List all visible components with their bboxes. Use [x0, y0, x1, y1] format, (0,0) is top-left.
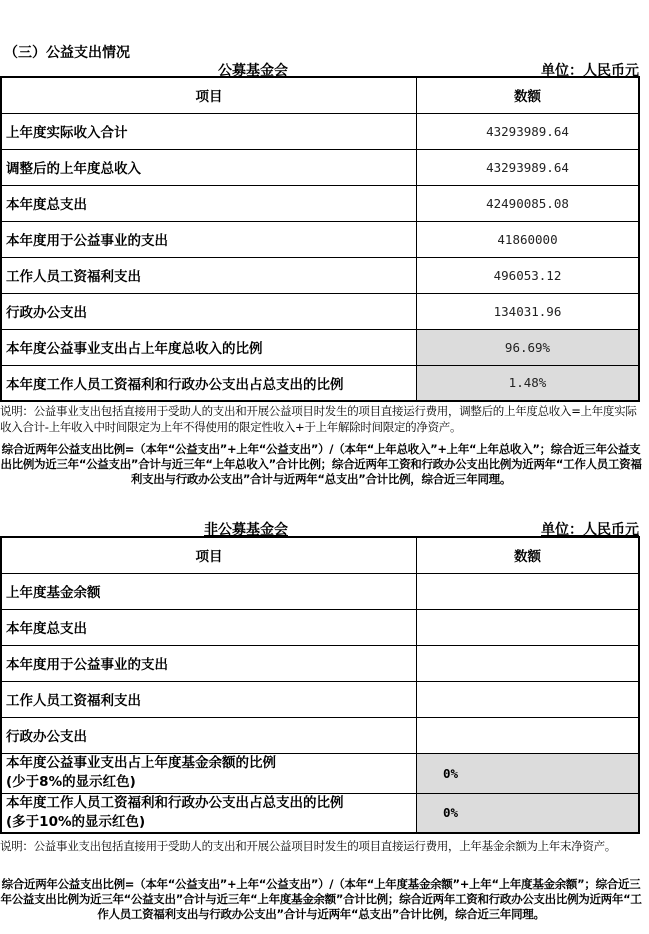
- row-label: 本年度工作人员工资福利和行政办公支出占总支出的比例: [1, 365, 417, 401]
- row-value: [417, 645, 640, 681]
- row-label: [1, 793, 417, 833]
- nonpublic-formula: 综合近两年公益支出比例=（本年“公益支出”+上年“公益支出”）/（本年“上年度基金余额”+上年“上年度基金余额”；综合近三年公益支出比例为近三年“公益支出”合计与近三年“上年度基金余额”合计比例；综合近两年工资和行政办公支出比例为近两年“工作人员工资福利支出与行政办公支出”合计与近两年“总支出”合计比例，综合近三年同理。: [0, 877, 642, 921]
- table-row: [1, 681, 639, 717]
- public-unit-label: 单位：人民币元: [541, 63, 639, 79]
- row-label: 工作人员工资福利支出: [1, 681, 417, 717]
- table-row: [1, 753, 639, 793]
- row-value: 0%: [417, 793, 640, 833]
- header-amount: 数额: [417, 537, 640, 573]
- row-label: 工作人员工资福利支出: [1, 257, 417, 293]
- row-label: [1, 753, 417, 793]
- ratio-condition: (多于10%的显示红色): [6, 813, 146, 830]
- public-table-caption: 公募基金会: [218, 63, 288, 79]
- table-row: [1, 257, 639, 293]
- table-row: [1, 609, 639, 645]
- nonpublic-foundation-table: [0, 536, 640, 834]
- ratio-label: 本年度公益事业支出占上年度基金余额的比例: [6, 755, 276, 771]
- ratio-label: 本年度工作人员工资福利和行政办公支出占总支出的比例: [6, 794, 344, 811]
- table-header-row: [1, 537, 639, 573]
- row-value: [417, 573, 640, 609]
- table-row: [1, 717, 639, 753]
- row-label: 本年度公益事业支出占上年度总收入的比例: [1, 329, 417, 365]
- table-row: [1, 113, 639, 149]
- row-label: 本年度总支出: [1, 609, 417, 645]
- row-value: [417, 717, 640, 753]
- table-row: [1, 221, 639, 257]
- public-note: 说明：公益事业支出包括直接用于受助人的支出和开展公益项目时发生的项目直接运行费用，调整后的上年度总收入=上年度实际收入合计-上年收入中时间限定为上年不得使用的限定性收入+于上年解除时间限定的净资产。: [0, 404, 637, 434]
- nonpublic-note: 说明：公益事业支出包括直接用于受助人的支出和开展公益项目时发生的项目直接运行费用，上年基金余额为上年末净资产。: [0, 839, 616, 853]
- header-amount: 数额: [417, 77, 640, 113]
- table-row: [1, 365, 639, 401]
- table-row: [1, 573, 639, 609]
- row-label: 本年度总支出: [1, 185, 417, 221]
- row-value: [417, 681, 640, 717]
- row-value: 496053.12: [417, 257, 640, 293]
- ratio-condition: (少于8%的显示红色): [6, 774, 136, 790]
- table-row: [1, 185, 639, 221]
- row-label: 行政办公支出: [1, 293, 417, 329]
- row-value: 42490085.08: [417, 185, 640, 221]
- row-value: 43293989.64: [417, 149, 640, 185]
- row-label: 行政办公支出: [1, 717, 417, 753]
- row-label: 本年度用于公益事业的支出: [1, 221, 417, 257]
- public-foundation-table: [0, 76, 640, 402]
- nonpublic-table-caption: 非公募基金会: [204, 522, 288, 538]
- row-label: 调整后的上年度总收入: [1, 149, 417, 185]
- table-row: [1, 793, 639, 833]
- table-header-row: [1, 77, 639, 113]
- row-value: 96.69%: [417, 329, 640, 365]
- public-formula: 综合近两年公益支出比例=（本年“公益支出”+上年“公益支出”）/（本年“上年总收入”+上年“上年总收入”；综合近三年公益支出比例为近三年“公益支出”合计与近三年“上年总收入”合计比例；综合近两年工资和行政办公支出比例为近两年“工作人员工资福利支出与行政办公支出”合计与近两年“总支出”合计比例，综合近三年同理。: [0, 442, 642, 486]
- row-value: 43293989.64: [417, 113, 640, 149]
- row-label: 上年度基金余额: [1, 573, 417, 609]
- header-item: 项目: [1, 77, 417, 113]
- row-value: 0%: [417, 753, 640, 793]
- header-item: 项目: [1, 537, 417, 573]
- row-value: 134031.96: [417, 293, 640, 329]
- row-value: 1.48%: [417, 365, 640, 401]
- nonpublic-unit-label: 单位：人民币元: [541, 522, 639, 538]
- table-row: [1, 149, 639, 185]
- table-row: [1, 329, 639, 365]
- row-value: [417, 609, 640, 645]
- table-row: [1, 293, 639, 329]
- row-label: 本年度用于公益事业的支出: [1, 645, 417, 681]
- section-title: （三）公益支出情况: [4, 45, 130, 61]
- row-label: 上年度实际收入合计: [1, 113, 417, 149]
- table-row: [1, 645, 639, 681]
- row-value: 41860000: [417, 221, 640, 257]
